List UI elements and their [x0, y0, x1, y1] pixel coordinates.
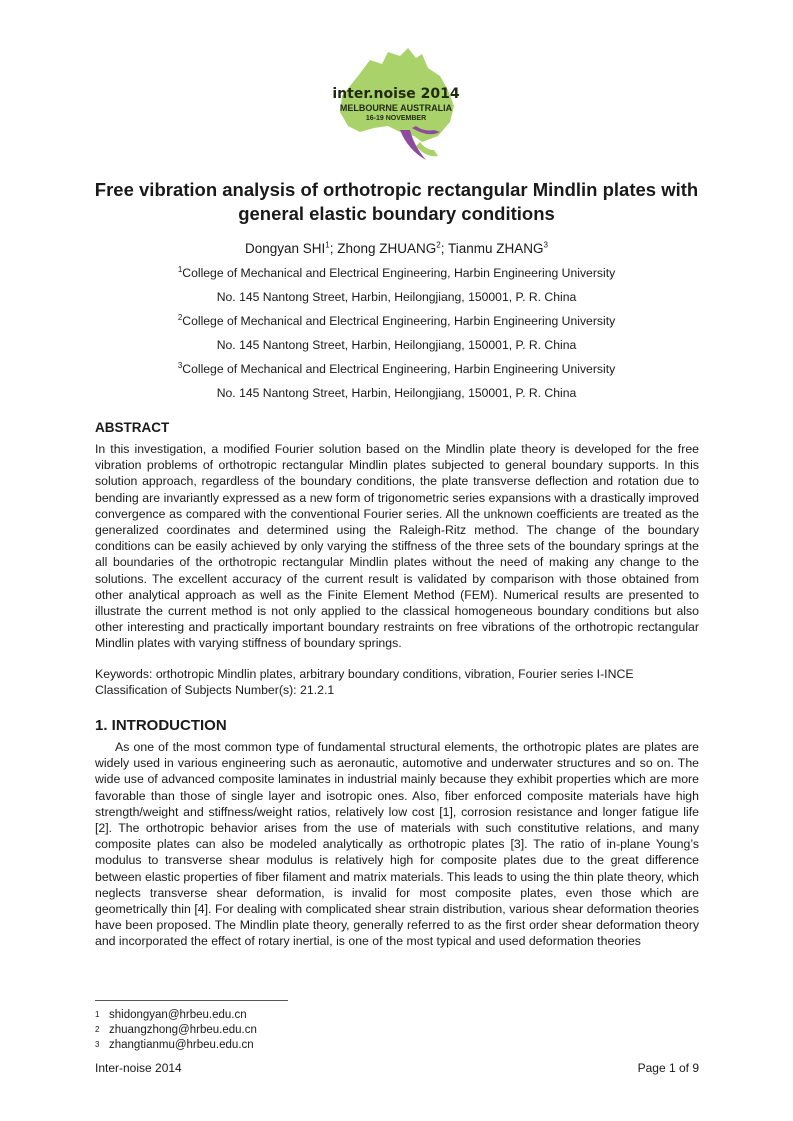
affiliation-2-line1	[0, 313, 793, 329]
conference-logo	[330, 46, 462, 164]
footer-conference: Inter-noise 2014	[95, 1061, 182, 1075]
footer-page-number: Page 1 of 9	[637, 1061, 699, 1075]
affiliation-sup: 1	[177, 264, 183, 274]
keywords-line: Keywords: orthotropic Mindlin plates, arbitrary boundary conditions, vibration, Fourier series I-INCE	[95, 667, 634, 681]
author-name: Tianmu ZHANG	[448, 241, 544, 256]
author-separator: ;	[440, 241, 449, 256]
affiliation-sup: 3	[177, 360, 183, 370]
classification-line: Classification of Subjects Number(s): 21.2.1	[95, 683, 335, 698]
footnote-email: zhuangzhong@hrbeu.edu.cn	[109, 1024, 257, 1036]
affiliation-sup: 2	[177, 312, 183, 322]
introduction-heading: 1. INTRODUCTION	[95, 717, 227, 734]
abstract-text: In this investigation, a modified Fourier solution based on the Mindlin plate theory is developed for the free vibration problems of orthotropic rectangular Mindlin plates subjected to general boundary supports. In this solution approach, regardless of the boundary conditions, the plate transverse deflection and rotation due to bending are invariantly expressed as a new form of trigonometric series expansions with a drastically improved convergence as compared with the conventional Fourier series. All the unknown coefficients are treated as the generalized coordinates and determined using the Raleigh-Ritz method. The change of the boundary conditions can be easily achieved by only varying the stiffness of the three sets of the boundary springs at the all boundaries of the orthotropic rectangular Mindlin plates without the need of making any change to the solutions. The excellent accuracy of the current result is validated by comparison with those obtained from other analytical approach as well as the Finite Element Method (FEM). Numerical results are presented to illustrate the current method is not only applied to the classical homogeneous boundary conditions but also other interesting and practically important boundary restraints on free vibrations of the orthotropic rectangular Mindlin plates with varying stiffness of boundary springs.	[95, 442, 699, 651]
logo-title: inter.noise 2014	[332, 86, 460, 102]
keywords	[95, 666, 699, 698]
affiliation-text: College of Mechanical and Electrical Engineering, Harbin Engineering University	[182, 314, 616, 328]
paper-title: Free vibration analysis of orthotropic rectangular Mindlin plates with general elastic boundary conditions	[94, 179, 699, 224]
footnote-1	[95, 1008, 247, 1022]
footnote-number: 1	[95, 1010, 100, 1019]
footnote-email: zhangtianmu@hrbeu.edu.cn	[109, 1039, 254, 1051]
abstract-heading: ABSTRACT	[95, 420, 170, 435]
author-sup: 2	[436, 240, 441, 250]
footnote-divider	[95, 1000, 288, 1001]
author-sup: 1	[325, 240, 330, 250]
footnote-number: 3	[95, 1040, 100, 1049]
author-separator: ;	[329, 241, 338, 256]
affiliation-text: College of Mechanical and Electrical Engineering, Harbin Engineering University	[182, 266, 616, 280]
author-name: Dongyan SHI	[245, 241, 326, 256]
affiliation-text: College of Mechanical and Electrical Engineering, Harbin Engineering University	[182, 362, 616, 376]
affiliation-3-line1	[0, 361, 793, 377]
footnote-3	[95, 1038, 254, 1052]
footnote-email: shidongyan@hrbeu.edu.cn	[109, 1009, 247, 1021]
author-name: Zhong ZHUANG	[337, 241, 437, 256]
author-sup: 3	[543, 240, 548, 250]
logo-location: MELBOURNE AUSTRALIA	[339, 103, 453, 113]
affiliation-1-line2: No. 145 Nantong Street, Harbin, Heilongjiang, 150001, P. R. China	[216, 290, 577, 304]
affiliation-1-line1	[0, 265, 793, 281]
affiliation-2-line2: No. 145 Nantong Street, Harbin, Heilongjiang, 150001, P. R. China	[216, 338, 577, 352]
footnote-2	[95, 1023, 257, 1037]
footnote-number: 2	[95, 1025, 100, 1034]
author-list	[0, 240, 793, 258]
affiliation-3-line2: No. 145 Nantong Street, Harbin, Heilongjiang, 150001, P. R. China	[216, 386, 577, 400]
introduction-text: As one of the most common type of fundamental structural elements, the orthotropic plates are plates are widely used in various engineering such as aeronautic, automotive and underwater structures and so on. The wide use of advanced composite laminates in industrial mainly because they exhibit properties which are more favorable than those of single layer and isotropic ones. Also, fiber enforced composite materials have high strength/weight and stiffness/weight ratios, relatively low cost [1], corrosion resistance and longer fatigue life [2]. The orthotropic behavior arises from the use of materials with such constitutive relations, and many composite plates can also be modeled analytically as orthotropic plates [3]. The ratio of in-plane Young’s modulus to transverse shear modulus is relatively high for composite plates due to the great difference between elastic properties of fiber filament and matrix materials. This leads to using the thin plate theory, which neglects transverse shear deformation, is invalid for most composite plates, even those which are geometrically thin [4]. For dealing with complicated shear strain distribution, various shear deformation theories have been proposed. The Mindlin plate theory, generally referred to as the first order shear deformation theory and incorporated the effect of rotary inertial, is one of the most typical and used deformation theories	[95, 740, 699, 949]
logo-dates: 16-19 NOVEMBER	[365, 115, 427, 122]
